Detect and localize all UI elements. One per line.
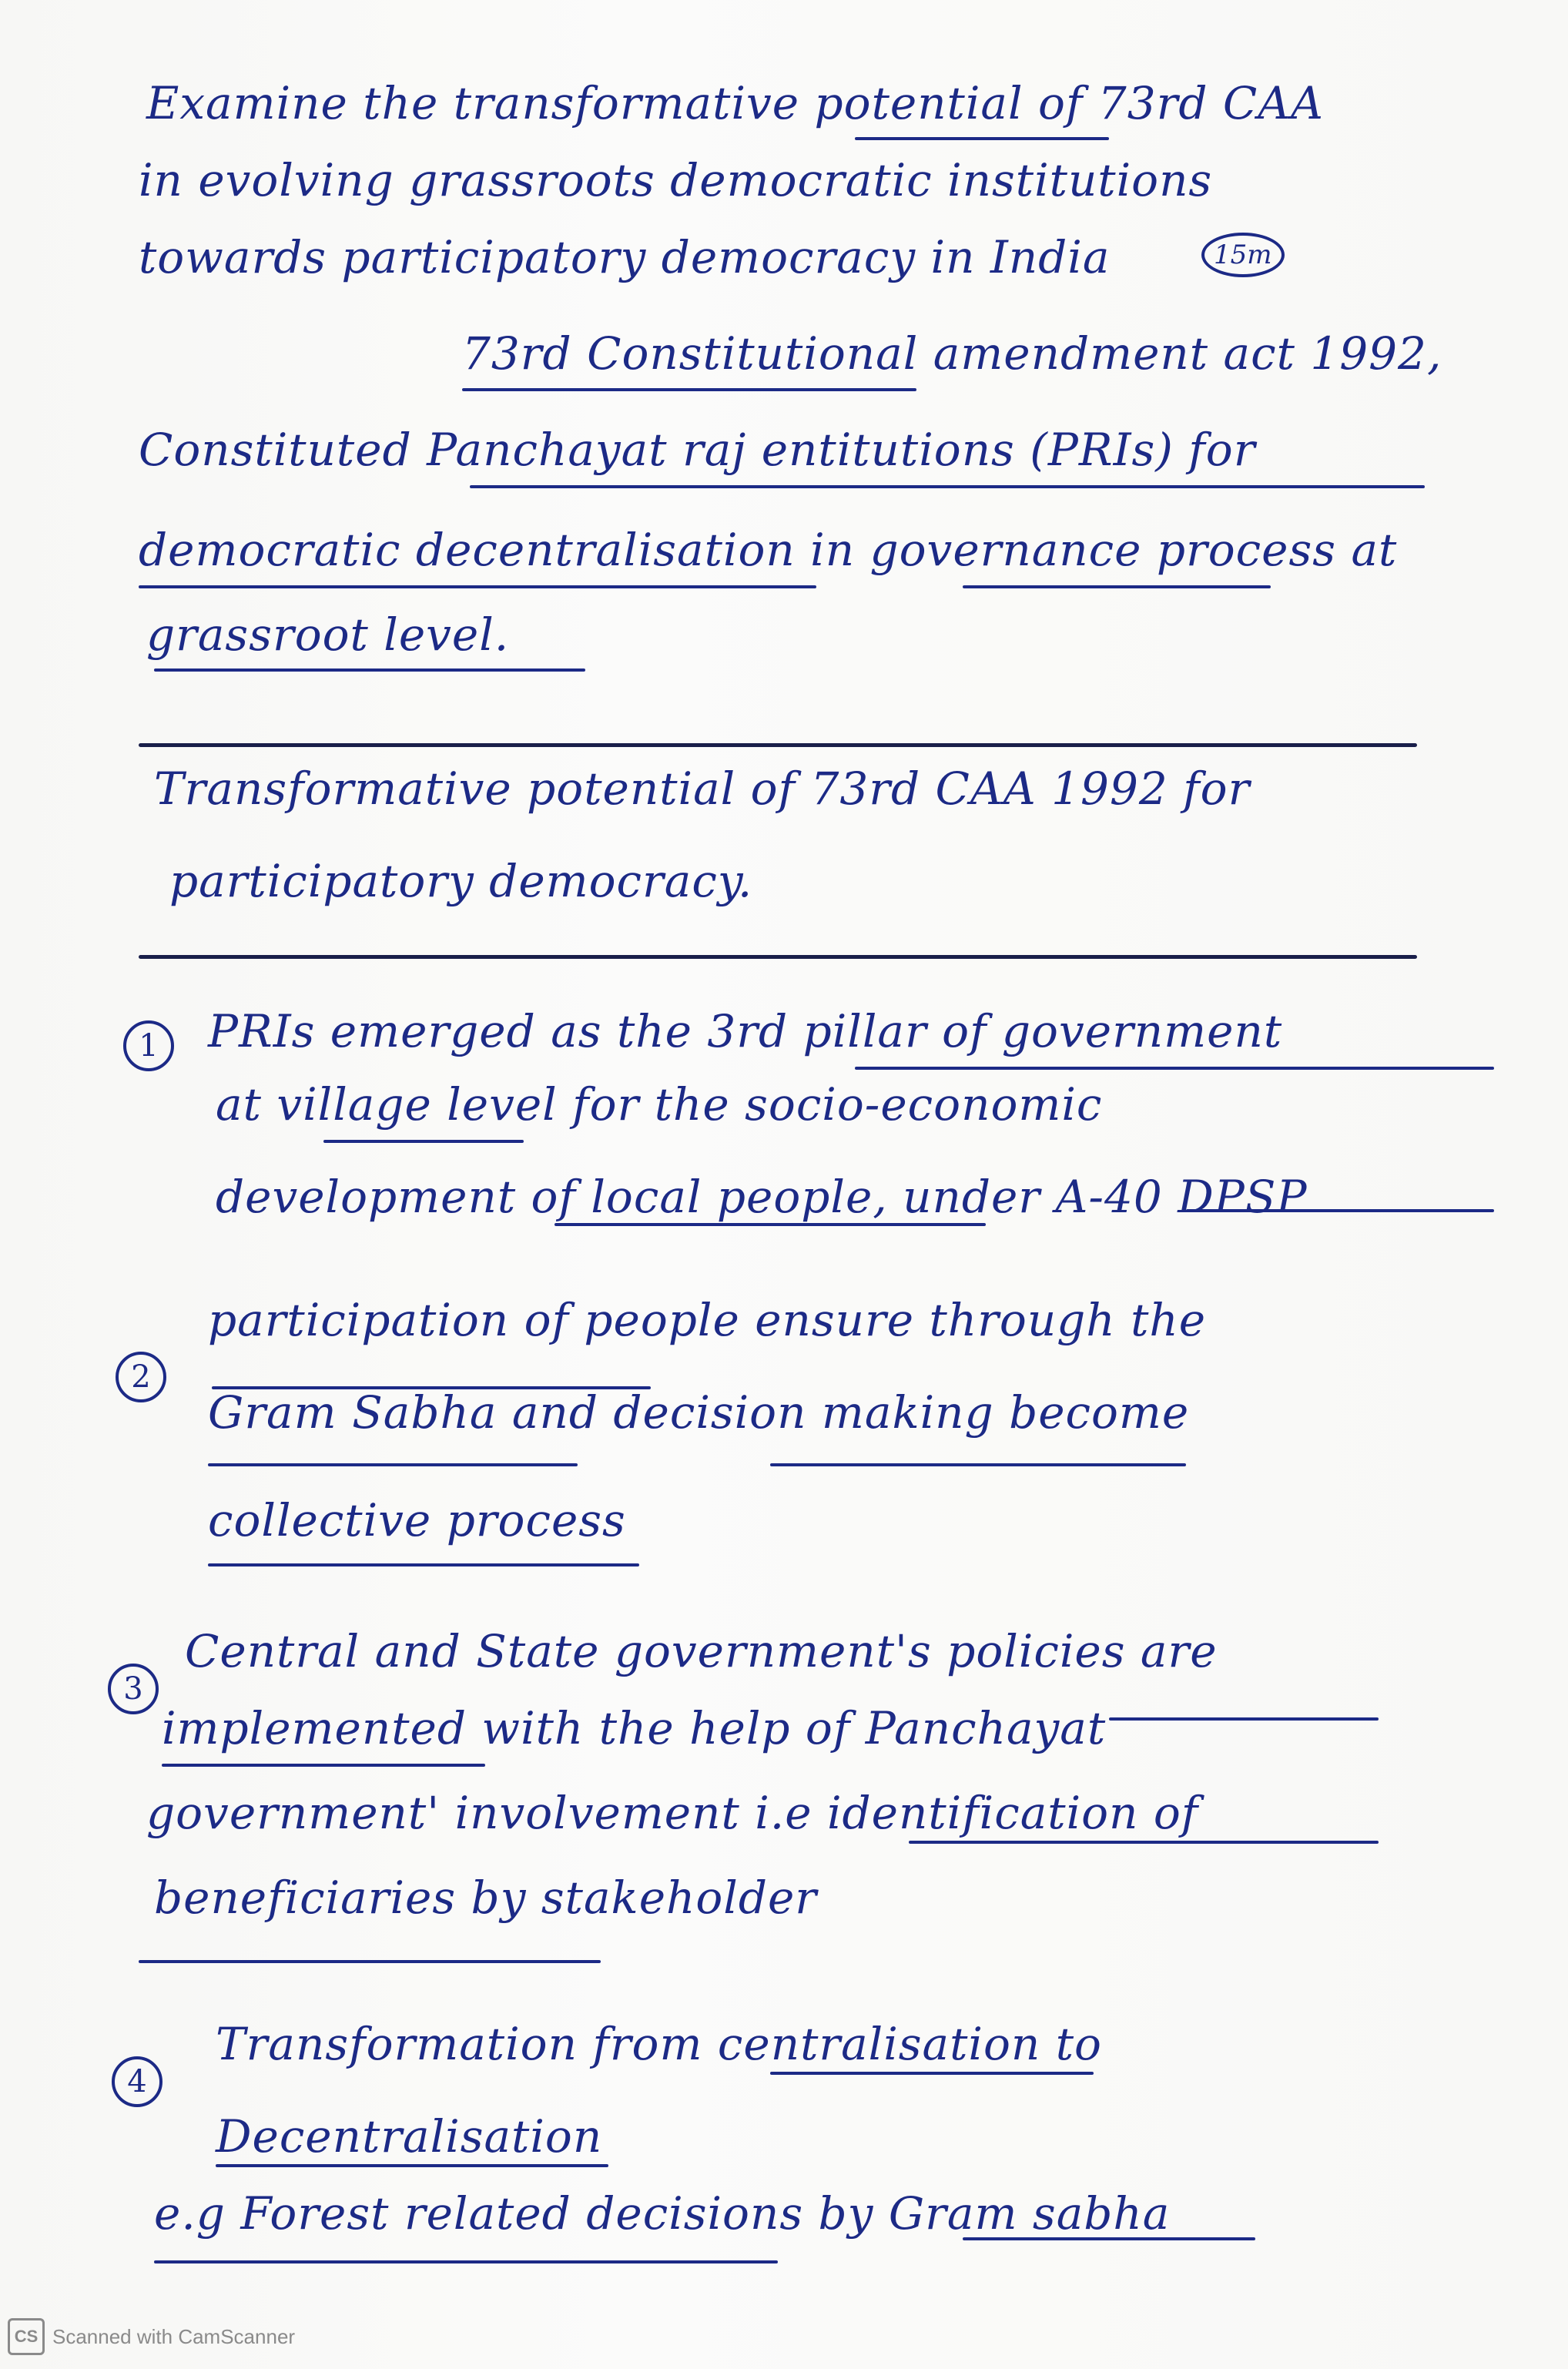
- underline: [212, 1386, 651, 1389]
- point-3-line-2: implemented with the help of Panchayat: [162, 1702, 1107, 1754]
- question-line-2: in evolving grassroots democratic institutions: [139, 154, 1213, 206]
- underline: [154, 2260, 778, 2263]
- underline: [139, 585, 816, 588]
- underline: [963, 2237, 1255, 2240]
- scanner-footer: [8, 2318, 295, 2355]
- question-line-1: Examine the transformative potential of 73rd CAA: [146, 77, 1325, 129]
- divider: [139, 743, 1417, 747]
- point-3-line-1: Central and State government's policies are: [185, 1625, 1218, 1677]
- scanner-credit: Scanned with CamScanner: [52, 2324, 296, 2348]
- point-number-3: 3: [108, 1664, 159, 1714]
- point-2-line-3: collective process: [208, 1494, 626, 1546]
- underline: [1186, 1209, 1494, 1212]
- underline: [963, 585, 1271, 588]
- point-number-4: 4: [112, 2056, 162, 2107]
- camscanner-logo-icon: CS: [8, 2318, 45, 2355]
- underline: [139, 1960, 601, 1963]
- underline: [770, 2072, 1094, 2075]
- underline: [554, 1223, 986, 1226]
- intro-line-3: democratic decentralisation in governance process at: [139, 524, 1398, 576]
- underline: [1109, 1717, 1379, 1721]
- point-4-line-3: e.g Forest related decisions by Gram sabha: [154, 2187, 1171, 2240]
- point-3-line-4: beneficiaries by stakeholder: [154, 1871, 818, 1924]
- underline: [208, 1463, 578, 1466]
- underline: [323, 1140, 524, 1143]
- intro-line-1: 73rd Constitutional amendment act 1992,: [462, 327, 1442, 380]
- point-3-line-3: government' involvement i.e identification of: [146, 1787, 1199, 1839]
- point-4-line-2: Decentralisation: [216, 2110, 603, 2163]
- point-1-line-2: at village level for the socio-economic: [216, 1078, 1103, 1131]
- underline: [855, 1067, 1494, 1070]
- marks-badge: 15m: [1201, 233, 1285, 277]
- divider: [139, 955, 1417, 959]
- underline: [770, 1463, 1186, 1466]
- underline: [216, 2164, 608, 2167]
- intro-line-2: Constituted Panchayat raj entitutions (PRIs) for: [139, 424, 1256, 476]
- point-number-2: 2: [116, 1352, 166, 1402]
- intro-line-4: grassroot level.: [146, 608, 510, 661]
- underline: [470, 485, 1425, 488]
- underline: [208, 1563, 639, 1566]
- underline: [162, 1764, 485, 1767]
- point-1-line-1: PRIs emerged as the 3rd pillar of government: [208, 1005, 1283, 1057]
- underline: [462, 388, 916, 391]
- underline: [154, 668, 585, 672]
- underline: [909, 1841, 1379, 1844]
- heading-line-2: participatory democracy.: [169, 855, 753, 907]
- point-2-line-1: participation of people ensure through the: [208, 1294, 1207, 1346]
- question-line-3: towards participatory democracy in India: [139, 231, 1111, 283]
- point-1-line-3: development of local people, under A-40 DPSP: [216, 1171, 1308, 1223]
- point-number-1: 1: [123, 1020, 174, 1071]
- point-4-line-1: Transformation from centralisation to: [216, 2018, 1102, 2070]
- point-2-line-2: Gram Sabha and decision making become: [208, 1386, 1190, 1439]
- heading-line-1: Transformative potential of 73rd CAA 1992 for: [154, 762, 1251, 815]
- underline: [855, 137, 1109, 140]
